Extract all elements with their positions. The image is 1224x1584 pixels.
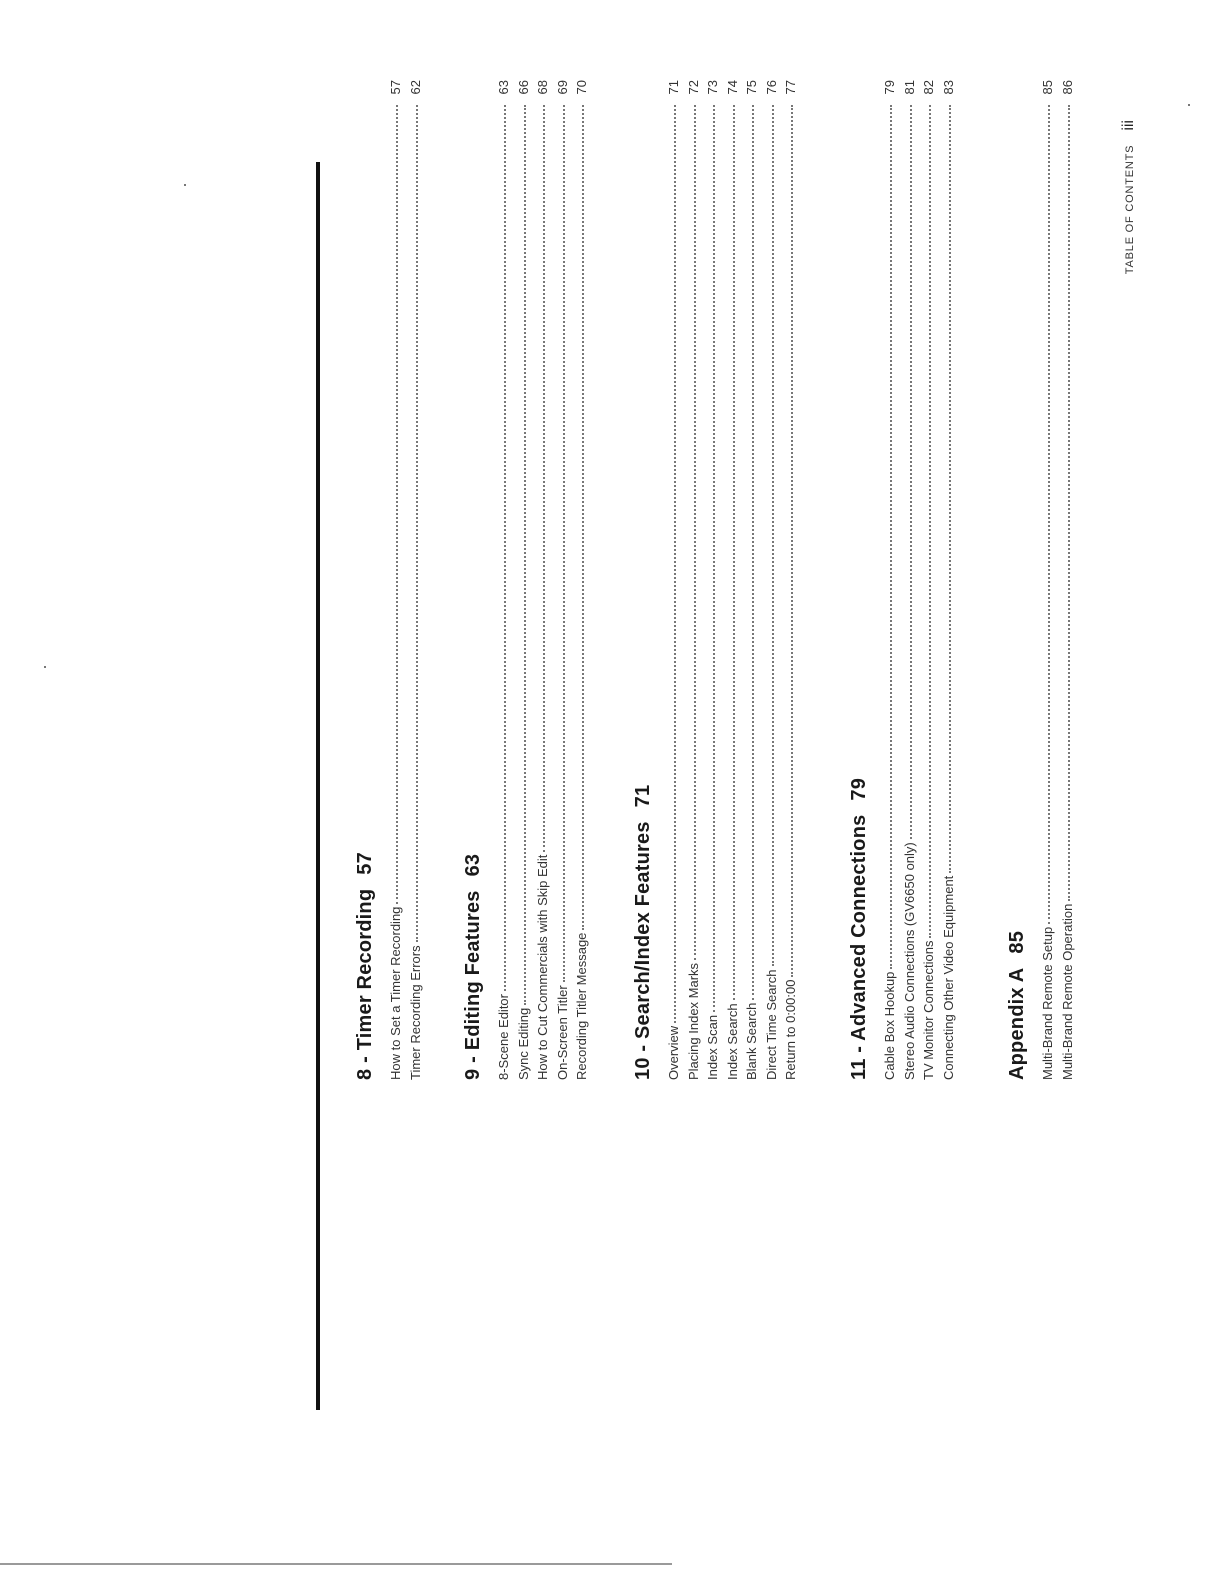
entry-label: Blank Search [744,1002,759,1080]
dot-leader [701,105,715,1012]
entry-page-number: 77 [783,80,798,95]
dot-leader [662,105,676,1023]
dot-leader [1036,105,1050,924]
scan-speck [1188,104,1190,106]
entry-label: Overview [666,1025,681,1080]
entry-page-number: 74 [724,80,740,95]
toc-section-timer-recording [350,80,425,1080]
dot-leader [492,105,506,991]
section-title: 11 - Advanced Connections [848,814,870,1080]
section-page-number: 71 [632,784,654,808]
entry-label: Direct Time Search [763,969,779,1080]
entry-page-number: 62 [407,80,423,95]
entry-label: Sync Editing [515,1007,531,1080]
entry-page-number: 66 [515,80,531,95]
entry-label: Placing Index Marks [685,962,701,1080]
toc-entry[interactable] [939,80,959,1080]
table-of-contents [350,80,1150,1080]
entry-page-number: 86 [1059,80,1075,95]
dot-leader [740,105,754,1000]
dot-leader [551,105,565,982]
dot-leader [917,105,931,938]
section-page-number: 79 [848,777,870,801]
toc-section-search-index-features [628,80,801,1080]
dot-leader [779,105,793,977]
entry-label: Stereo Audio Connections (GV6650 only) [901,842,917,1080]
entry-page-number: 76 [763,80,779,95]
dot-leader [898,105,912,839]
entry-page-number: 72 [685,80,701,95]
section-page-number: 63 [462,853,484,877]
section-title: 10 - Search/Index Features [632,821,654,1080]
dot-leader [404,105,418,942]
entry-page-number: 63 [496,80,511,95]
toc-entry[interactable] [1058,80,1078,1080]
running-head: TABLE OF CONTENTS [1124,144,1136,275]
toc-entry[interactable] [572,80,592,1080]
entry-label: Multi-Brand Remote Setup [1040,926,1055,1080]
entry-label: Connecting Other Video Equipment [940,875,956,1080]
dot-leader [570,105,584,930]
dot-leader [531,105,545,852]
section-heading [350,80,380,1080]
dot-leader [384,105,398,904]
section-title: Appendix A [1006,967,1028,1080]
dot-leader [878,105,892,969]
entry-page-number: 85 [1040,80,1055,95]
entry-page-number: 68 [535,80,550,95]
entry-label: Recording Titler Message [574,932,589,1080]
section-heading [458,80,488,1080]
page-footer [1120,120,1144,360]
toc-section-advanced-connections [844,80,958,1080]
section-title: 9 - Editing Features [462,890,484,1080]
section-title: 8 - Timer Recording [354,888,376,1080]
entry-page-number: 73 [705,80,720,95]
toc-entry[interactable] [406,80,426,1080]
dot-leader [760,105,774,966]
section-page-number: 57 [354,852,376,875]
entry-label: How to Cut Commercials with Skip Edit [535,854,550,1080]
entry-label: TV Monitor Connections [921,940,936,1080]
entry-page-number: 79 [882,80,897,95]
section-heading [628,80,658,1080]
entry-page-number: 75 [744,80,759,95]
section-heading [1002,80,1032,1080]
dot-leader [682,105,696,960]
entry-page-number: 83 [940,80,956,95]
entry-page-number: 69 [554,80,570,95]
entry-page-number: 82 [921,80,936,95]
entry-page-number: 70 [574,80,589,95]
section-heading [844,80,874,1080]
toc-entry[interactable] [781,80,801,1080]
entry-page-number: 81 [901,80,917,95]
scan-speck [44,666,46,668]
entry-label: 8-Scene Editor [496,994,511,1080]
section-page-number: 85 [1006,930,1028,954]
entry-label: On-Screen Titler [554,985,570,1080]
bottom-scan-line [0,1563,672,1565]
scan-speck [184,184,186,186]
vertical-rule [316,162,320,1410]
entry-label: Multi-Brand Remote Operation [1059,903,1075,1080]
toc-section-appendix-a [1002,80,1077,1080]
toc-section-editing-features [458,80,592,1080]
dot-leader [721,105,735,1000]
page-number: iii [1120,120,1137,131]
entry-page-number: 57 [388,80,403,95]
entry-label: Index Search [724,1003,740,1080]
dot-leader [1056,105,1070,901]
dot-leader [512,105,526,1005]
entry-label: Timer Recording Errors [407,945,423,1080]
entry-label: Index Scan [705,1014,720,1080]
entry-label: How to Set a Timer Recording [388,906,403,1080]
entry-label: Cable Box Hookup [882,971,897,1080]
dot-leader [937,105,951,873]
entry-label: Return to 0:00:00 [783,979,798,1080]
entry-page-number: 71 [666,80,681,95]
